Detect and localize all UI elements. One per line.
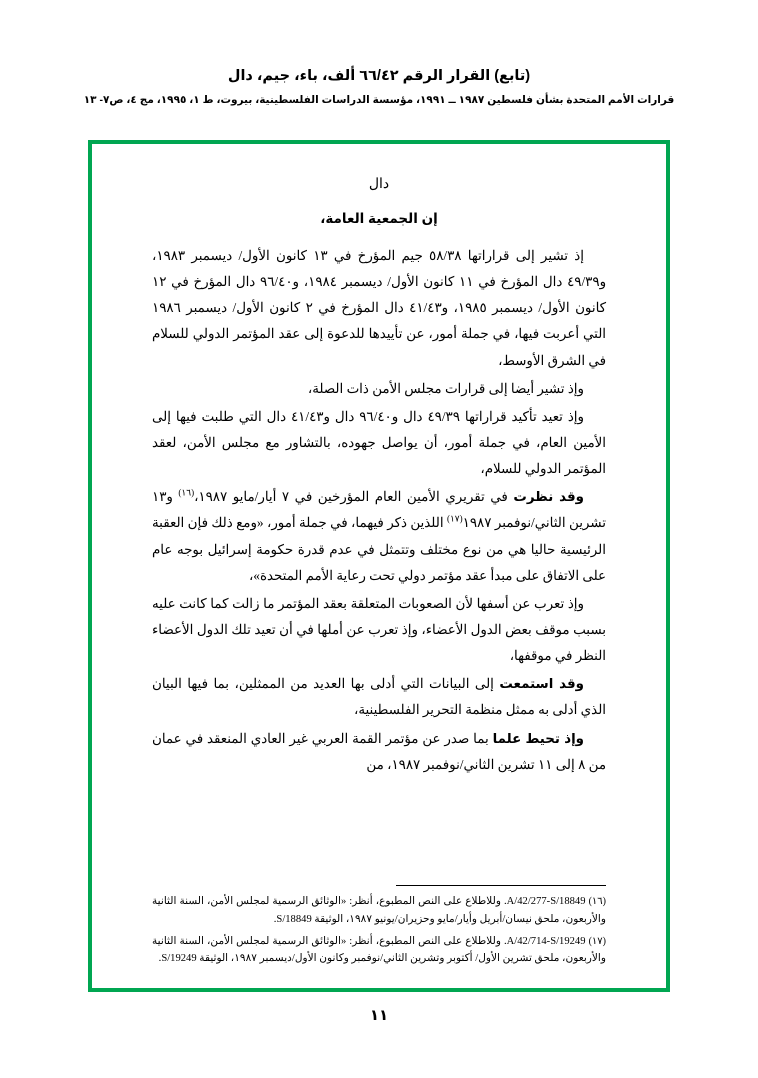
footnote-item (152, 893, 606, 927)
page-header (0, 0, 758, 106)
preamble-paragraph-heard (152, 671, 606, 723)
document-title: (تابع) القرار الرقم ٦٦/٤٢ ألف، باء، جيم، دال (227, 68, 531, 84)
preamble-paragraph-1: إذ تشير إلى قراراتها ٥٨/٣٨ جيم المؤرخ في ١٣ كانون الأول/ ديسمبر ١٩٨٣، و٤٩/٣٩ دال المؤرخ في ١١ كانون الأول/ ديسمبر ١٩٨٤، و٩٦/٤٠ دال المؤرخ في ١٢ كانون الأول/ ديسمبر ١٩٨٥، و٤١/٤٣ دال المؤرخ في ٢ كانون الأول/ ديسمبر ١٩٨٦ التي أعربت فيها، في جملة أمور، عن تأييدها للدعوة إلى عقد المؤتمر الدولي للسلام في الشرق الأوسط، (152, 248, 607, 368)
paragraph-lead-considered: وقد نظرت (513, 489, 584, 505)
page-number: ١١ (369, 1007, 389, 1024)
preamble-paragraph-2: وإذ تشير أيضا إلى قرارات مجلس الأمن ذات الصلة، (307, 380, 584, 396)
footnote-marker-16: (١٦) (588, 896, 606, 908)
reports-text-3: اللذين ذكر فيهما، في جملة أمور، «ومع ذلك فإن العقبة الرئيسية حاليا هي من نوع مختلف وتتمثل في عدم قدرة حكومة إسرائيل بوجه عام على الاتفاق على مبدأ عقد مؤتمر دولي تحت رعاية الأمم المتحدة»، (152, 515, 606, 583)
footnote-item (152, 933, 606, 967)
footnote-ref-16: (١٦) (178, 487, 195, 498)
paragraph-lead-heard: وقد استمعت (499, 676, 584, 692)
footnote-text-16: A/42/277-S/18849. وللاطلاع على النص المطبوع، أنظر: «الوثائق الرسمية لمجلس الأمن، السنة الثانية والأربعون، ملحق نيسان/أبريل وأيار/مايو وحزيران/يونيو ١٩٨٧، الوثيقة S/18849. (152, 896, 606, 925)
document-body (92, 144, 666, 988)
preamble-paragraph-regret: وإذ تعرب عن أسفها لأن الصعوبات المتعلقة بعقد المؤتمر ما زالت كما كانت عليه بسبب موقف بعض الدول الأعضاء، وإذ تعرب عن أملها في أن تعيد تلك الدول الأعضاء النظر في موقفها، (152, 595, 606, 664)
footnote-marker-17: (١٧) (588, 935, 606, 947)
preamble-paragraph-3: وإذ تعيد تأكيد قراراتها ٤٩/٣٩ دال و٩٦/٤٠ دال و٤١/٤٣ دال التي طلبت فيها إلى الأمين العام، في جملة أمور، أن يواصل جهوده، بالتشاور مع مجلس الأمن، لعقد المؤتمر الدولي للسلام، (152, 408, 606, 477)
noting-text: بما صدر عن مؤتمر القمة العربي غير العادي المنعقد في عمان من ٨ إلى ١١ تشرين الثاني/نوفمبر ١٩٨٧، من (152, 730, 606, 772)
preamble-paragraph-reports (152, 484, 606, 589)
footnotes-block (152, 885, 606, 972)
green-border-frame (88, 140, 670, 992)
footnote-separator (396, 885, 606, 886)
footnote-text-17: A/42/714-S/19249. وللاطلاع على النص المطبوع، أنظر: «الوثائق الرسمية لمجلس الأمن، السنة الثانية والأربعون، ملحق تشرين الأول/ أكتوبر وتشرين الثاني/نوفمبر وكانون الأول/ديسمبر ١٩٨٧، الوثيقة S/19249. (152, 935, 606, 964)
heard-text: إلى البيانات التي أدلى بها العديد من الممثلين، بما فيها البيان الذي أدلى به ممثل منظمة التحرير الفلسطينية، (152, 676, 606, 718)
preamble-paragraph-noting (152, 726, 606, 778)
document-source-line: قرارات الأمم المتحدة بشأن فلسطين ١٩٨٧ ــ ١٩٩١، مؤسسة الدراسات الفلسطينية، بيروت، ط ١، ١٩٩٥، مج ٤، ص٧- ١٣ (83, 94, 675, 106)
reports-text-2: و١٣ تشرين الثاني/نوفمبر ١٩٨٧ (152, 489, 606, 531)
reports-text-1: في تقريري الأمين العام المؤرخين في ٧ أيار/مايو ١٩٨٧، (194, 489, 508, 505)
paragraph-lead-noting: وإذ تحيط علما (492, 730, 584, 746)
footnote-ref-17: (١٧) (446, 513, 463, 524)
assembly-heading: إن الجمعية العامة، (320, 211, 438, 226)
section-letter: دال (368, 177, 390, 192)
